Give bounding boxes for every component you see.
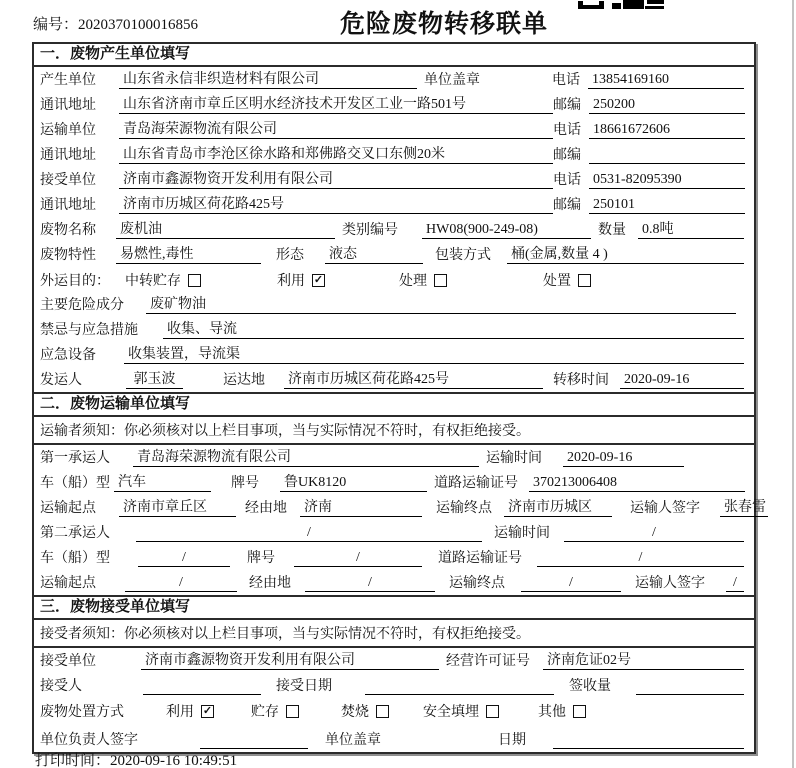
checkbox-icon — [486, 705, 499, 718]
checkbox-icon — [188, 274, 201, 287]
road-license-label: 道路运输证号 — [438, 551, 522, 566]
route-row-1 — [34, 495, 766, 520]
hazard-label: 主要危险成分 — [40, 298, 124, 313]
checkbox-label: 贮存 — [251, 704, 279, 720]
checkbox-icon — [434, 274, 447, 287]
vehicle-type-label: 车（船）型 — [40, 476, 110, 491]
road-license-value: 370213006408 — [529, 474, 745, 492]
acceptor-label: 接受人 — [40, 679, 82, 694]
checkbox-label: 中转贮存 — [125, 273, 181, 289]
terminal-value-2: / — [521, 574, 621, 592]
via-value: 济南 — [300, 499, 422, 517]
shipper-row — [34, 367, 754, 392]
address-label: 通讯地址 — [40, 98, 96, 113]
unit-seal-label: 单位盖章 — [424, 73, 480, 88]
phone-label: 电话 — [552, 73, 580, 88]
plate-label: 牌号 — [231, 476, 259, 491]
receiver-label: 接受单位 — [40, 173, 96, 188]
print-time-value: 2020-09-16 10:49:51 — [110, 753, 238, 768]
plate-value: 鲁UK8120 — [280, 474, 427, 492]
transfer-time-value: 2020-09-16 — [620, 371, 744, 389]
receiver-zip-value: 250101 — [589, 196, 745, 214]
taboo-label: 禁忌与应急措施 — [40, 323, 138, 338]
permit-label: 经营许可证号 — [446, 654, 530, 669]
plate-label: 牌号 — [247, 551, 275, 566]
origin-label: 运输起点 — [40, 576, 96, 591]
vehicle-type-value: 汽车 — [114, 474, 211, 492]
checkbox-icon — [286, 705, 299, 718]
page-edge-line — [792, 0, 794, 768]
plate-value-2: / — [294, 549, 422, 567]
disposal-row — [34, 698, 754, 723]
receiver-notice-row — [34, 620, 754, 648]
manager-sign-label: 单位负责人签字 — [40, 733, 138, 748]
transport-time-label: 运输时间 — [494, 526, 550, 541]
accept-date-label: 接受日期 — [276, 679, 332, 694]
checkbox-checked-icon: ✓ — [202, 705, 213, 717]
checkbox-icon — [578, 274, 591, 287]
hazard-value: 废矿物油 — [146, 296, 736, 314]
quantity-value: 0.8吨 — [638, 221, 744, 239]
shipper-value: 郭玉波 — [126, 371, 183, 389]
waste-character-row — [34, 242, 754, 267]
first-carrier-label: 第一承运人 — [40, 451, 110, 466]
shipper-label: 发运人 — [40, 373, 82, 388]
signed-amount-label: 签收量 — [569, 679, 611, 694]
producer-zip-value: 250200 — [589, 96, 745, 114]
carrier-sign-value: 张春雷 — [720, 499, 768, 517]
category-label: 类别编号 — [342, 223, 398, 238]
purpose-label: 外运目的： — [40, 273, 110, 289]
vehicle-type-value-2: / — [138, 549, 230, 567]
transport-time-label: 运输时间 — [486, 451, 542, 466]
transporter-address-value: 山东省青岛市李沧区徐水路和郑佛路交叉口东侧20米 — [119, 146, 553, 164]
producer-address-value: 山东省济南市章丘区明水经济技术开发区工业一路501号 — [119, 96, 553, 114]
producer-phone-value: 13854169160 — [588, 71, 744, 89]
destination-value: 济南市历城区荷花路425号 — [284, 371, 543, 389]
carrier-sign-value-2: / — [726, 574, 744, 592]
taboo-value: 收集、导流 — [163, 321, 744, 339]
terminal-value: 济南市历城区 — [504, 499, 612, 517]
address-label: 通讯地址 — [40, 148, 96, 163]
acceptor-value — [143, 694, 261, 695]
unit-seal-label: 单位盖章 — [325, 733, 381, 748]
phone-label: 电话 — [553, 123, 581, 138]
via-value-2: / — [305, 574, 435, 592]
transfer-time-label: 转移时间 — [553, 373, 609, 388]
second-carrier-row — [34, 520, 754, 545]
equipment-value: 收集装置，导流渠 — [124, 346, 744, 364]
equipment-row — [34, 342, 754, 367]
transport-time-value-2: / — [564, 524, 744, 542]
accept-date-value — [365, 694, 554, 695]
phone-label: 电话 — [553, 173, 581, 188]
disposal-option-other — [538, 701, 586, 721]
checkbox-icon — [376, 705, 389, 718]
carrier-sign-label: 运输人签字 — [630, 501, 700, 516]
taboo-row — [34, 317, 754, 342]
checkbox-label: 其他 — [538, 704, 566, 720]
acceptor-row — [34, 673, 754, 698]
origin-value-2: / — [125, 574, 237, 592]
zip-label: 邮编 — [553, 98, 581, 113]
equipment-label: 应急设备 — [40, 348, 96, 363]
purpose-option-treat — [399, 270, 447, 290]
page-title: 危险废物转移联单 — [339, 11, 549, 38]
purpose-option-storage — [125, 270, 201, 290]
receiver-address-row — [34, 192, 754, 217]
first-carrier-row — [34, 445, 754, 470]
disposal-option-incinerate — [341, 701, 389, 721]
receiver-phone-value: 0531-82095390 — [589, 171, 745, 189]
checkbox-icon — [573, 705, 586, 718]
waste-name-row — [34, 217, 754, 242]
checkbox-label: 焚烧 — [341, 704, 369, 720]
disposal-option-landfill — [423, 701, 499, 721]
transporter-label: 运输单位 — [40, 123, 96, 138]
transporter-notice-row — [34, 417, 754, 445]
second-carrier-value: / — [136, 524, 482, 542]
print-time — [35, 749, 237, 768]
disposal-label: 废物处置方式 — [40, 704, 124, 720]
packing-value: 桶(金属,数量 4 ) — [507, 246, 744, 264]
road-license-value-2: / — [537, 549, 744, 567]
transporter-row — [34, 117, 754, 142]
checkbox-label: 处置 — [543, 273, 571, 289]
purpose-option-utilize — [277, 270, 325, 290]
accept-unit-row — [34, 648, 754, 673]
vehicle-type-label: 车（船）型 — [40, 551, 110, 566]
form-value: 液态 — [325, 246, 423, 264]
checkbox-label: 利用 — [277, 273, 305, 289]
signed-amount-value — [636, 694, 744, 695]
serial-label: 编号： — [33, 17, 79, 33]
waste-name-value: 废机油 — [116, 221, 335, 239]
print-time-label: 打印时间： — [35, 753, 111, 768]
producer-address-row — [34, 92, 754, 117]
first-carrier-value: 青岛海荣源物流有限公司 — [133, 449, 479, 467]
form-label: 形态 — [276, 248, 304, 263]
road-license-label: 道路运输证号 — [434, 476, 518, 491]
origin-label: 运输起点 — [40, 501, 96, 516]
receiver-value: 济南市鑫源物资开发利用有限公司 — [119, 171, 553, 189]
vehicle-row-2 — [34, 545, 754, 570]
second-carrier-label: 第二承运人 — [40, 526, 110, 541]
permit-value: 济南危证02号 — [543, 652, 744, 670]
checkbox-label: 利用 — [166, 704, 194, 720]
vehicle-row-1 — [34, 470, 754, 495]
zip-label: 邮编 — [553, 148, 581, 163]
carrier-sign-label: 运输人签字 — [635, 576, 705, 591]
producer-label: 产生单位 — [40, 73, 96, 88]
manifest-form — [32, 42, 766, 754]
accept-unit-label: 接受单位 — [40, 654, 96, 669]
serial-value: 2020370100016856 — [78, 17, 199, 33]
destination-label: 运达地 — [223, 373, 265, 388]
manager-sign-row — [34, 723, 754, 752]
purpose-row — [34, 267, 754, 292]
section2-header: 二．废物运输单位填写 — [34, 392, 754, 417]
serial-number — [33, 13, 198, 34]
transport-time-value: 2020-09-16 — [563, 449, 684, 467]
waste-name-label: 废物名称 — [40, 223, 96, 238]
receiver-row — [34, 167, 754, 192]
via-label: 经由地 — [249, 576, 291, 591]
terminal-label: 运输终点 — [436, 501, 492, 516]
transporter-address-row — [34, 142, 754, 167]
route-row-2 — [34, 570, 754, 595]
via-label: 经由地 — [245, 501, 287, 516]
hazard-row — [34, 292, 754, 317]
receiver-address-value: 济南市历城区荷花路425号 — [119, 196, 553, 214]
transporter-value: 青岛海荣源物流有限公司 — [119, 121, 553, 139]
qr-code-fragment-icon — [578, 0, 664, 9]
receiver-notice-text: 接受者须知：你必须核对以上栏目事项，当与实际情况不符时，有权拒绝接受。 — [40, 627, 530, 642]
quantity-label: 数量 — [598, 223, 626, 238]
zip-label: 邮编 — [553, 198, 581, 213]
section1-header: 一．废物产生单位填写 — [34, 44, 754, 67]
disposal-option-store — [251, 701, 299, 721]
accept-unit-value: 济南市鑫源物资开发利用有限公司 — [141, 652, 439, 670]
checkbox-label: 安全填埋 — [423, 704, 479, 720]
producer-row — [34, 67, 754, 92]
checkbox-checked-icon: ✓ — [313, 274, 324, 286]
transporter-zip-value — [589, 163, 745, 164]
purpose-option-dispose — [543, 270, 591, 290]
address-label: 通讯地址 — [40, 198, 96, 213]
terminal-label: 运输终点 — [449, 576, 505, 591]
character-value: 易燃性,毒性 — [116, 246, 261, 264]
category-value: HW08(900-249-08) — [422, 221, 591, 239]
section3-header: 三．废物接受单位填写 — [34, 595, 754, 620]
checkbox-label: 处理 — [399, 273, 427, 289]
disposal-option-utilize — [166, 701, 214, 721]
date-value — [553, 748, 744, 749]
date-label: 日期 — [498, 733, 526, 748]
transporter-phone-value: 18661672606 — [589, 121, 745, 139]
transporter-notice-text: 运输者须知：你必须核对以上栏目事项，当与实际情况不符时，有权拒绝接受。 — [40, 424, 530, 439]
packing-label: 包装方式 — [435, 248, 491, 263]
origin-value: 济南市章丘区 — [119, 499, 236, 517]
producer-value: 山东省永信非织造材料有限公司 — [119, 71, 417, 89]
character-label: 废物特性 — [40, 248, 96, 263]
